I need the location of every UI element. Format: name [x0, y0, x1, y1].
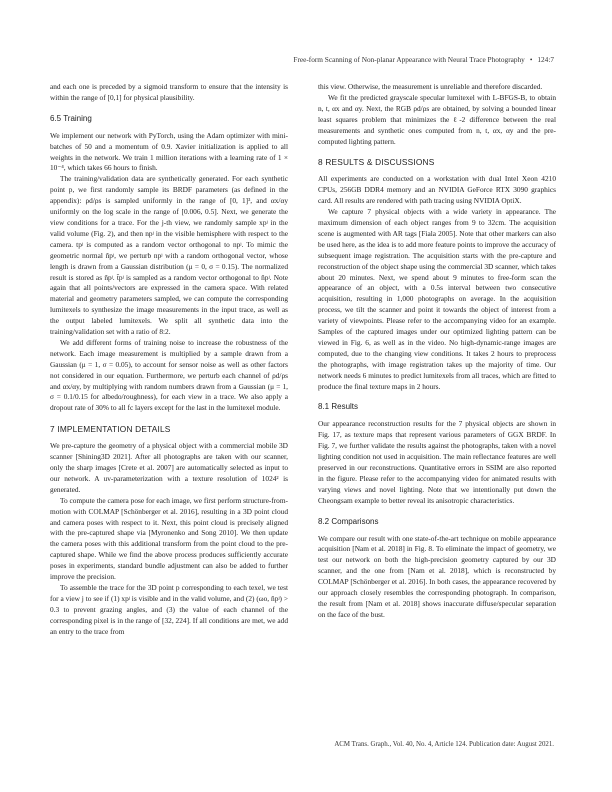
- section-heading: 8.1 Results: [318, 402, 359, 412]
- paragraph: The training/validation data are synthetically generated. For each synthetic point p, we first randomly sample its BRDF parameters (as defined in the appendix): ρd/ρs is sampled uniformly in the range of [0, 1]³, and αx/αy uniformly on the log scale in the range of [0.006, 0.5]. Next, we generate the view conditions for a trace. For the j-th view, we randomly sample xpʲ in the valid volume (Fig. 2), and then npʲ in the visible hemisphere with respect to the camera. tpʲ is computed as a random vector orthogonal to npʲ. To mimic the geometric normal ñpʲ, we perturb npʲ with a random orthogonal vector, whose length is drawn from a Gaussian distribution (μ = 0, σ = 0.15). The normalized result is stored as ñpʲ. t̃pʲ is sampled as a random vector orthogonal to ñpʲ. Note again that all points/vectors are expressed in the camera space. With related material and geometry parameters sampled, we can compute the corresponding lumitexels to synthesize the image measurements in the input trace, as well as the output labeled lumitexels. We split all synthetic data into the training/validation set with a ratio of 8:2.: [50, 174, 288, 337]
- paragraph: We add different forms of training noise to increase the robustness of the network. Each image measurement is multiplied by a sample drawn from a Gaussian (μ = 1, σ = 0.05), to account for sensor noise as well as other factors not considered in our equation. Furthermore, we perturb each channel of ρd/ρs and αx/αy, by multiplying with random numbers drawn from a Gaussian (μ = 1, σ = 0.1/0.15 for albedo/roughness), for each view in a trace. We also apply a dropout rate of 30% to all fc layers except for the last in the lumitexel module.: [50, 337, 288, 413]
- paragraph: this view. Otherwise, the measurement is unreliable and therefore discarded.: [318, 82, 543, 91]
- paragraph: We implement our network with PyTorch, using the Adam optimizer with mini-batches of 50 and a momentum of 0.9. Xavier initialization is applied to all weights in the network. We train 1 million iterations with a learning rate of 1 × 10⁻⁴, which takes 66 hours to finish.: [50, 130, 288, 173]
- section-heading: 8.2 Comparisons: [318, 516, 379, 526]
- section-heading: 8 RESULTS & DISCUSSIONS: [318, 157, 435, 168]
- left-column: [50, 82, 288, 638]
- paragraph: To assemble the trace for the 3D point p corresponding to each texel, we test for a view j to see if (1) xpʲ is visible and in the valid volume, and (2) (ωo, ñpʲ) > 0.3 to prevent grazing angles, and (3) the value of each channel of the corresponding pixel is in the range of [32, 224]. If all conditions are met, we add an entry to the trace from: [50, 582, 288, 636]
- page-number: 124:7: [537, 55, 554, 64]
- running-footer: ACM Trans. Graph., Vol. 40, No. 4, Article 124. Publication date: August 2021.: [334, 741, 554, 748]
- paragraph: We capture 7 physical objects with a wide variety in appearance. The maximum dimension of each object ranges from 9 to 32cm. The acquisition scene is augmented with AR tags [Fiala 2005]. Note that other markers can also be used here, as the idea is to add more feature points to improve the accuracy of subsequent image registration. The acquisition starts with the pre-capture and reconstruction of the object shape using the commercial 3D scanner, which takes about 20 minutes. Next, we spend about 9 minutes to free-form scan the appearance of an object, with a 0.5s interval between two consecutive acquisition, resulting in 1,000 photographs on average. In the acquisition process, we tilt the scanner and point it towards the object of interest from a variety of viewpoints. Please refer to the accompanying video for an example. Samples of the captured images under our optimized lighting pattern can be viewed in Fig. 6, as well as in the video. No high-dynamic-range images are computed, due to the changing view conditions. It takes 2 hours to preprocess the photographs, with image registration takes up the majority of time. Our network needs 6 minutes to predict lumitexels from all traces, which are fitted to produce the final texture maps in 2 hours.: [318, 207, 556, 391]
- running-header: Free-form Scanning of Non-planar Appearance with Neural Trace Photography • 124:7: [293, 55, 554, 64]
- right-column: [318, 82, 556, 621]
- paragraph: Our appearance reconstruction results for the 7 physical objects are shown in Fig. 17, as texture maps that represent various parameters of GGX BRDF. In Fig. 7, we further validate the results against the photographs, taken with a novel lighting condition not used in acquisition. The main reflectance features are well preserved in our reconstructions. Quantitative errors in SSIM are also reported in the figure. Please refer to the accompanying video for animated results with varying views and novel lighting. Note that we intentionally put down the Cheongsam example to better reveal its anisotropic characteristics.: [318, 419, 556, 505]
- paragraph: We pre-capture the geometry of a physical object with a commercial mobile 3D scanner [Shining3D 2021]. After all photographs are taken with our scanner, only the sharp images [Crete et al. 2007] are automatically selected as input to our network. A uv-parameterization with a texture resolution of 1024² is generated.: [50, 441, 288, 494]
- paragraph: and each one is preceded by a sigmoid transform to ensure that the intensity is within the range of [0,1] for physical plausibility.: [50, 82, 288, 102]
- paragraph: We compare our result with one state-of-the-art technique on mobile appearance acquisition [Nam et al. 2018] in Fig. 8. To eliminate the impact of geometry, we test our network on both the high-precision geometry captured by our 3D scanner, and the one from [Nam et al. 2018], which is reconstructed by COLMAP [Schönberger et al. 2016]. In both cases, the appearance recovered by our approach closely resembles the corresponding photograph. In comparison, the result from [Nam et al. 2018] shows inaccurate diffuse/specular separation on the face of the bust.: [318, 533, 556, 619]
- paragraph: To compute the camera pose for each image, we first perform structure-from-motion with COLMAP [Schönberger et al. 2016], resulting in a 3D point cloud and camera poses with respect to it. Next, this point cloud is precisely aligned with the pre-captured shape via [Myronenko and Song 2010]. We then update the camera poses with this additional transform from the point cloud to the pre-captured shape. While we find the above process produces sufficiently accurate poses in experiments, standard bundle adjustment can also be added to further improve the precision.: [50, 495, 288, 582]
- header-title: Free-form Scanning of Non-planar Appearance with Neural Trace Photography: [293, 55, 525, 64]
- paragraph: All experiments are conducted on a workstation with dual Intel Xeon 4210 CPUs, 256GB DDR4 memory and an NVIDIA GeForce RTX 3090 graphics card. All results are rendered with path tracing using NVIDIA OptiX.: [318, 174, 556, 206]
- section-heading: 7 IMPLEMENTATION DETAILS: [50, 424, 171, 435]
- paragraph: We fit the predicted grayscale specular lumitexel with L-BFGS-B, to obtain n, t, αx and αy. Next, the RGB ρd/ρs are obtained, by solving a bounded linear least squares problem that minimizes the ℓ-2 difference between the real measurements and synthetic ones computed from n, t, αx, αy and the pre-computed lighting pattern.: [318, 92, 556, 146]
- section-heading: 6.5 Training: [50, 113, 92, 123]
